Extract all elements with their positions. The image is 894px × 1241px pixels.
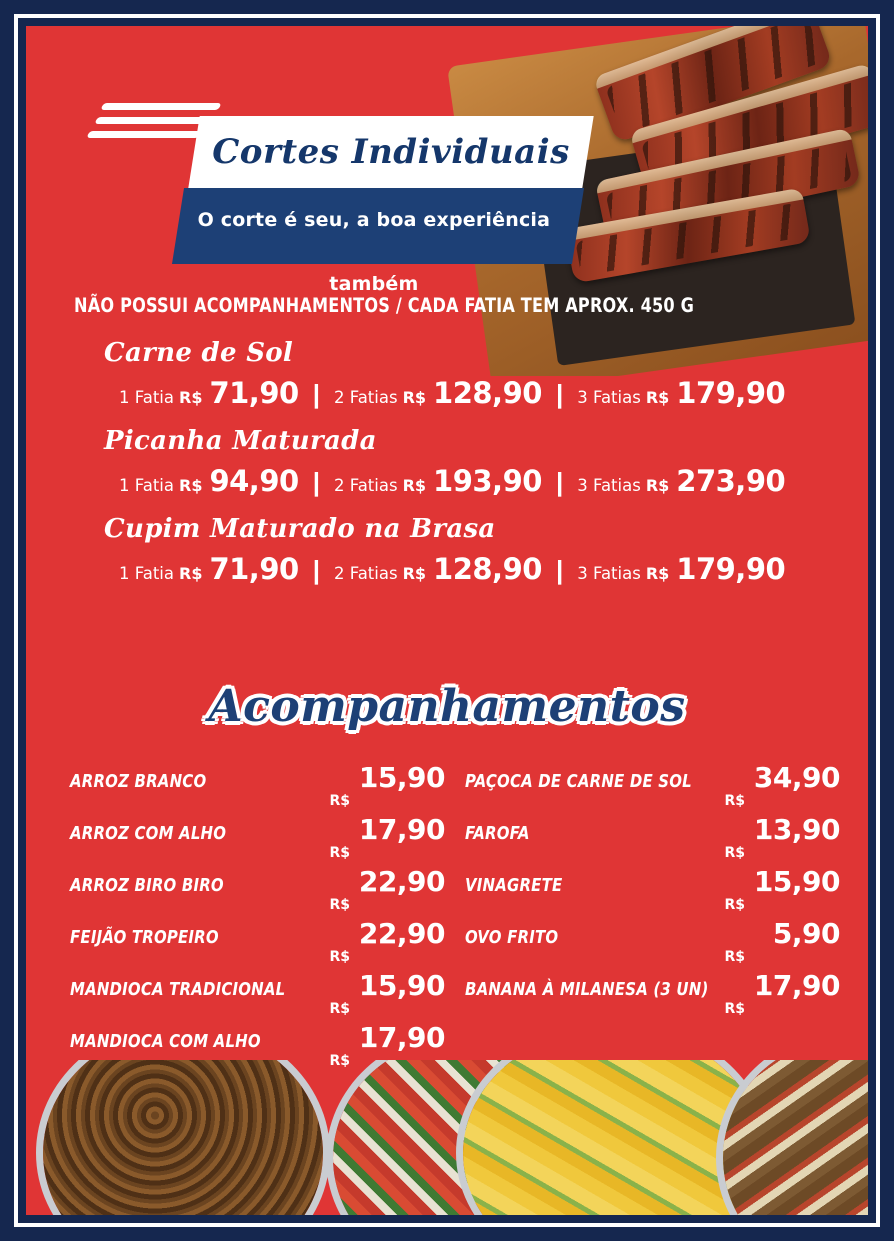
price-value: 273,90	[676, 464, 786, 498]
price-qty: 1 Fatia	[119, 388, 174, 407]
side-currency: R$	[329, 949, 350, 965]
price-currency: R$	[645, 476, 670, 495]
side-value: 17,90	[358, 1021, 445, 1054]
cut-name: Picanha Maturada	[104, 426, 377, 456]
price-value: 179,90	[676, 552, 786, 586]
side-currency: R$	[329, 845, 350, 861]
side-value: 15,90	[358, 761, 445, 794]
cut-item	[74, 338, 854, 410]
price-currency: R$	[402, 388, 427, 407]
price-value: 193,90	[433, 464, 542, 498]
cut-price-row	[119, 376, 854, 410]
menu-card	[26, 26, 868, 1215]
price-qty: 1 Fatia	[119, 476, 174, 495]
price-separator: |	[555, 379, 564, 409]
price-cell	[334, 464, 542, 498]
side-value: 22,90	[358, 865, 445, 898]
price-cell	[334, 376, 542, 410]
side-name: MANDIOCA TRADICIONAL	[70, 980, 286, 1000]
sides-title-text: Acompanhamentos	[208, 681, 686, 732]
price-qty: 2 Fatias	[333, 564, 398, 583]
side-value: 5,90	[772, 917, 840, 950]
bowl-contents	[723, 1060, 868, 1215]
side-item	[465, 865, 840, 917]
bowl-contents	[43, 1060, 323, 1215]
sides-column-right	[465, 761, 840, 1073]
side-name: OVO FRITO	[465, 928, 559, 948]
price-qty: 3 Fatias	[577, 388, 641, 407]
price-qty: 3 Fatias	[577, 476, 641, 495]
cuts-list	[74, 338, 854, 602]
price-cell	[119, 552, 299, 586]
side-item	[70, 813, 445, 865]
side-name: FEIJÃO TROPEIRO	[70, 928, 219, 948]
side-item	[465, 761, 840, 813]
side-name: MANDIOCA COM ALHO	[70, 1032, 261, 1052]
side-value: 15,90	[358, 969, 445, 1002]
side-item	[465, 969, 840, 1021]
side-value: 17,90	[358, 813, 445, 846]
side-currency: R$	[329, 1001, 350, 1017]
price-value: 179,90	[676, 376, 786, 410]
side-item	[70, 761, 445, 813]
side-name: ARROZ BRANCO	[70, 772, 207, 792]
portion-notice: NÃO POSSUI ACOMPANHAMENTOS / CADA FATIA TEM APROX. 450 G	[74, 294, 695, 317]
price-separator: |	[555, 467, 564, 497]
side-currency: R$	[724, 793, 745, 809]
side-value: 22,90	[358, 917, 445, 950]
price-currency: R$	[402, 564, 427, 583]
price-value: 128,90	[433, 376, 542, 410]
price-qty: 2 Fatias	[333, 476, 398, 495]
side-value: 13,90	[753, 813, 840, 846]
sides-column-left	[70, 761, 445, 1073]
cut-price-row	[119, 552, 854, 586]
side-name: BANANA À MILANESA (3 UN)	[465, 980, 709, 1000]
side-item	[465, 813, 840, 865]
price-qty: 3 Fatias	[577, 564, 641, 583]
side-item	[70, 865, 445, 917]
side-currency: R$	[329, 897, 350, 913]
side-dishes-photo-strip	[26, 1060, 868, 1215]
price-qty: 2 Fatias	[333, 388, 398, 407]
side-name: PAÇOCA DE CARNE DE SOL	[465, 772, 692, 792]
cut-name: Cupim Maturado na Brasa	[104, 514, 496, 544]
cut-item	[74, 426, 854, 498]
side-currency: R$	[329, 1053, 350, 1069]
price-currency: R$	[402, 476, 427, 495]
side-currency: R$	[724, 845, 745, 861]
subtitle-band	[172, 188, 584, 295]
price-value: 71,90	[209, 376, 299, 410]
price-currency: R$	[645, 388, 670, 407]
side-value: 17,90	[753, 969, 840, 1002]
side-currency: R$	[724, 897, 745, 913]
price-cell	[577, 376, 785, 410]
price-cell	[334, 552, 542, 586]
sides-section-title	[26, 681, 868, 732]
price-currency: R$	[645, 564, 670, 583]
price-currency: R$	[179, 388, 203, 407]
price-separator: |	[312, 467, 320, 497]
price-cell	[119, 376, 299, 410]
bowl-farofa	[36, 1060, 330, 1215]
side-item	[465, 917, 840, 969]
price-separator: |	[312, 555, 320, 585]
price-separator: |	[312, 379, 320, 409]
price-separator: |	[555, 555, 564, 585]
side-name: ARROZ COM ALHO	[70, 824, 227, 844]
side-item	[70, 969, 445, 1021]
price-cell	[577, 464, 785, 498]
price-currency: R$	[179, 476, 203, 495]
side-currency: R$	[724, 1001, 745, 1017]
side-currency: R$	[724, 949, 745, 965]
price-value: 128,90	[433, 552, 542, 586]
side-currency: R$	[329, 793, 350, 809]
cut-name: Carne de Sol	[104, 338, 294, 368]
side-item	[70, 917, 445, 969]
side-value: 15,90	[753, 865, 840, 898]
side-name: ARROZ BIRO BIRO	[70, 876, 224, 896]
price-cell	[577, 552, 785, 586]
price-cell	[119, 464, 299, 498]
header-subtitle: O corte é seu, a boa experiência também	[197, 209, 551, 295]
sides-list	[70, 761, 840, 1073]
cut-item	[74, 514, 854, 586]
side-name: FAROFA	[465, 824, 530, 844]
header-title: Cortes Individuais	[212, 132, 570, 172]
title-band	[188, 116, 593, 188]
price-value: 94,90	[209, 464, 299, 498]
cut-price-row	[119, 464, 854, 498]
side-value: 34,90	[753, 761, 840, 794]
side-name: VINAGRETE	[465, 876, 563, 896]
price-currency: R$	[179, 564, 203, 583]
price-qty: 1 Fatia	[119, 564, 174, 583]
header-badge	[66, 81, 570, 295]
price-value: 71,90	[209, 552, 299, 586]
